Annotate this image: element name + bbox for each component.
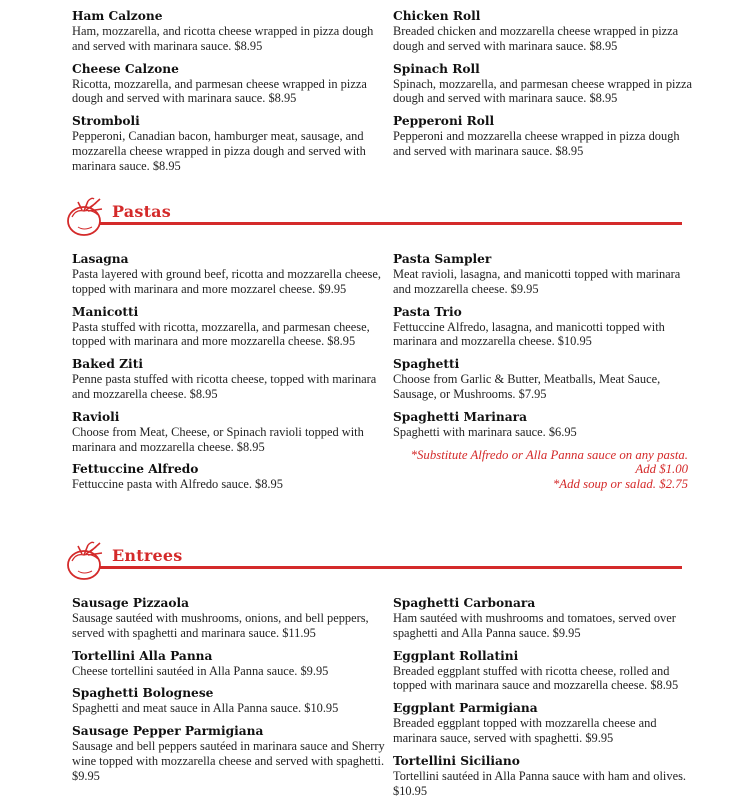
menu-item (72, 649, 387, 679)
item-description: Meat ravioli, lasagna, and manicotti topped with marinara and mozzarella cheese. $9.95 (393, 267, 681, 296)
menu-item (72, 462, 387, 492)
section-divider (100, 566, 682, 569)
item-name: Ham Calzone (72, 9, 163, 23)
item-description: Breaded eggplant stuffed with ricotta cheese, rolled and topped with marinara sauce and mozzarella cheese. $8.95 (393, 663, 679, 693)
section-title: Pastas (112, 202, 171, 221)
soup-salad-note: *Add soup or salad. $2.75 (552, 477, 688, 492)
item-name: Baked Ziti (72, 357, 143, 372)
item-description: Cheese tortellini sautéed in Alla Panna sauce. $9.95 (72, 663, 329, 678)
item-description: Sausage and bell peppers sautéed in marinara sauce and Sherry wine topped with mozzarella cheese and served with spaghetti. $9.95 (72, 739, 385, 783)
item-description: Spaghetti with marinara sauce. $6.95 (393, 424, 577, 439)
menu-item (72, 596, 387, 641)
item-name: Chicken Roll (393, 9, 481, 23)
item-description: Breaded eggplant topped with mozzarella cheese and marinara sauce, served with spaghetti. $9.95 (393, 716, 657, 745)
item-description: Ricotta, mozzarella, and parmesan cheese wrapped in pizza dough and served with marinara sauce. $8.95 (72, 76, 367, 106)
item-name: Eggplant Parmigiana (393, 701, 538, 716)
item-description: Spaghetti and meat sauce in Alla Panna sauce. $10.95 (72, 701, 339, 716)
section-divider (100, 222, 682, 225)
menu-item (72, 62, 387, 107)
item-description: Penne pasta stuffed with ricotta cheese, topped with marinara and mozzarella cheese. $8.95 (72, 372, 377, 401)
top-right-column (393, 9, 693, 167)
entrees-right-column (393, 596, 688, 806)
entrees-section-header (66, 539, 684, 585)
item-name: Fettuccine Alfredo (72, 462, 199, 477)
item-name: Spaghetti Marinara (393, 409, 528, 424)
item-name: Sausage Pizzaola (72, 596, 190, 610)
menu-item (72, 724, 387, 783)
menu-item (72, 305, 387, 350)
pastas-left-column (72, 252, 387, 500)
item-description: Breaded chicken and mozzarella cheese wrapped in pizza dough and served with marinara sauce. $8.95 (393, 24, 679, 53)
pastas-section-header (66, 195, 684, 241)
menu-item (393, 754, 688, 799)
item-name: Spaghetti Bolognese (72, 686, 214, 701)
menu-item (393, 410, 688, 440)
item-description: Fettuccine Alfredo, lasagna, and manicotti topped with marinara and mozzarella cheese. $10.95 (393, 319, 665, 349)
menu-item (72, 9, 387, 54)
tomato-icon (66, 195, 110, 239)
menu-item (393, 596, 688, 641)
item-name: Stromboli (72, 114, 140, 129)
menu-item (393, 357, 688, 402)
item-name: Eggplant Rollatini (393, 648, 519, 663)
item-name: Ravioli (72, 409, 120, 424)
item-description: Fettuccine pasta with Alfredo sauce. $8.95 (72, 477, 283, 492)
item-description: Choose from Meat, Cheese, or Spinach ravioli topped with marinara and mozzarella cheese. $8.95 (72, 424, 364, 454)
tomato-icon (66, 539, 110, 583)
item-name: Spaghetti (393, 357, 460, 372)
item-name: Pasta Trio (393, 304, 462, 319)
item-description: Pasta layered with ground beef, ricotta and mozzarella cheese, topped with marinara and more mozzarel cheese. $9.95 (72, 267, 381, 296)
pasta-notes (393, 448, 688, 492)
menu-item (72, 357, 387, 402)
substitute-note: *Substitute Alfredo or Alla Panna sauce on any pasta. Add $1.00 (410, 447, 688, 477)
item-description: Pasta stuffed with ricotta, mozzarella, and parmesan cheese, topped with marinara and more mozzarella cheese. $8.95 (72, 319, 370, 349)
item-name: Tortellini Alla Panna (72, 648, 213, 663)
menu-item (72, 114, 387, 173)
item-description: Choose from Garlic & Butter, Meatballs, Meat Sauce, Sausage, or Mushrooms. $7.95 (393, 372, 661, 401)
item-name: Pepperoni Roll (393, 114, 495, 129)
menu-item (72, 252, 387, 297)
item-name: Manicotti (72, 304, 139, 319)
pastas-right-column (393, 252, 688, 492)
item-name: Spaghetti Carbonara (393, 596, 536, 610)
menu-item (393, 62, 693, 107)
menu-item (72, 410, 387, 455)
item-description: Sausage sautéed with mushrooms, onions, and bell peppers, served with spaghetti and marinara sauce. $11.95 (72, 611, 369, 640)
item-name: Cheese Calzone (72, 61, 179, 76)
menu-item (393, 9, 693, 54)
item-description: Ham, mozzarella, and ricotta cheese wrapped in pizza dough and served with marinara sauce. $8.95 (72, 24, 374, 53)
item-name: Lasagna (72, 252, 129, 266)
item-description: Ham sautéed with mushrooms and tomatoes, served over spaghetti and Alla Panna sauce. $9.95 (393, 611, 676, 640)
item-name: Pasta Sampler (393, 252, 492, 266)
menu-item (393, 701, 688, 746)
menu-item (393, 252, 688, 297)
entrees-left-column (72, 596, 387, 792)
menu-item (393, 114, 693, 159)
top-left-column (72, 9, 387, 182)
item-description: Pepperoni, Canadian bacon, hamburger meat, sausage, and mozzarella cheese wrapped in pizza dough and served with marinara sauce. $8.95 (72, 129, 366, 173)
item-name: Sausage Pepper Parmigiana (72, 724, 264, 739)
item-name: Tortellini Siciliano (393, 753, 520, 768)
item-description: Pepperoni and mozzarella cheese wrapped in pizza dough and served with marinara sauce. $8.95 (393, 129, 680, 158)
menu-item (393, 649, 688, 694)
menu-item (393, 305, 688, 350)
item-name: Spinach Roll (393, 61, 480, 76)
item-description: Tortellini sautéed in Alla Panna sauce with ham and olives. $10.95 (393, 768, 686, 798)
item-description: Spinach, mozzarella, and parmesan cheese wrapped in pizza dough and served with marinara sauce. $8.95 (393, 76, 692, 106)
section-title: Entrees (112, 546, 183, 565)
menu-item (72, 686, 387, 716)
